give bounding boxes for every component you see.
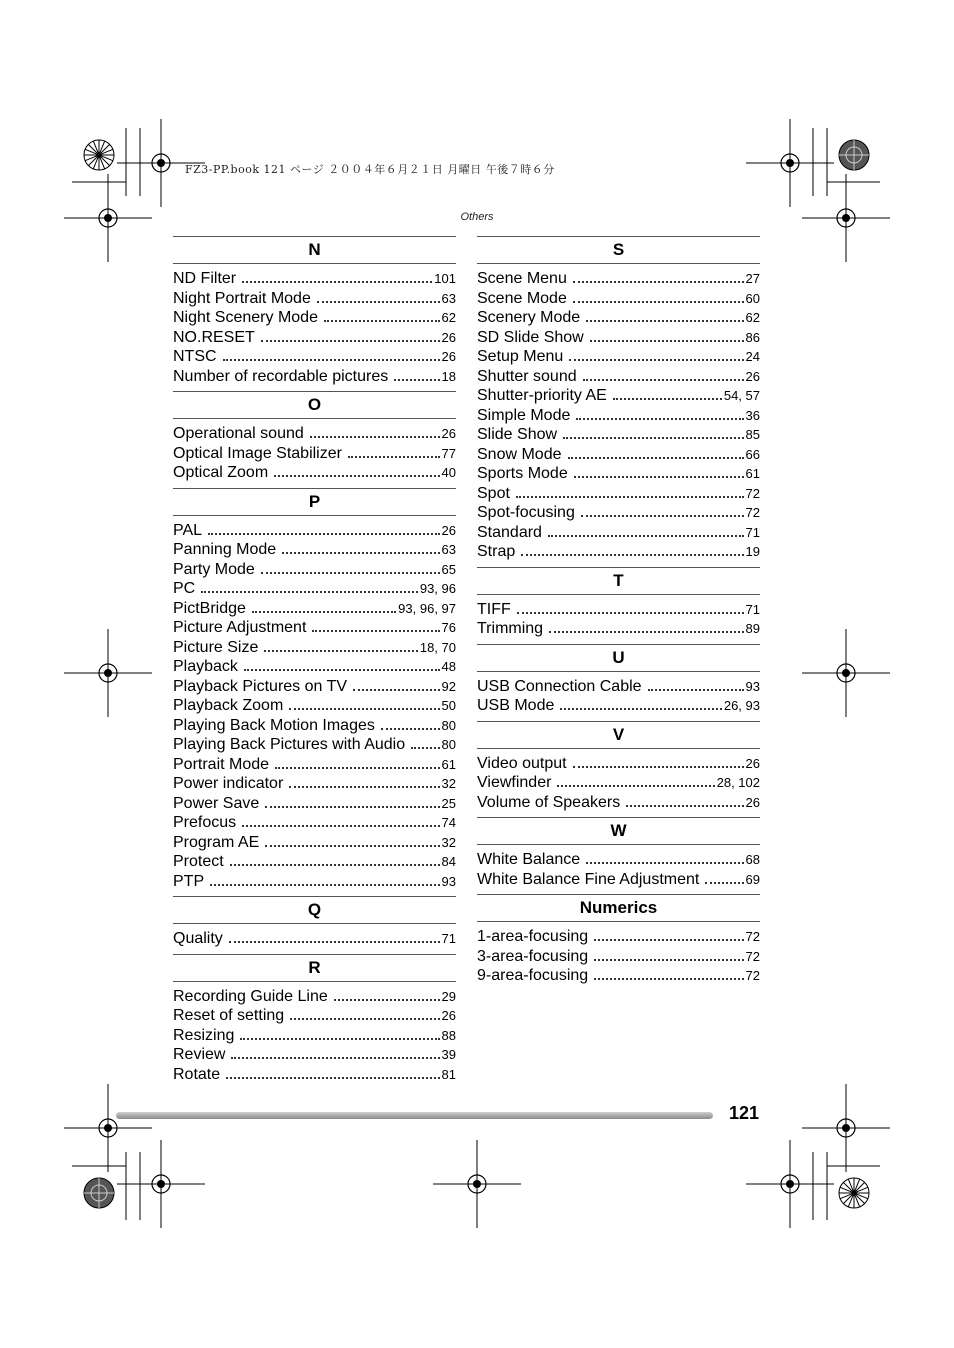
index-term: Standard: [477, 523, 542, 541]
page-reference: 25: [441, 795, 456, 811]
section-heading: Q: [173, 896, 456, 924]
page-reference: 26, 93: [723, 698, 760, 713]
index-term: Scenery Mode: [477, 309, 581, 326]
section-heading: O: [173, 391, 456, 419]
page-reference: 62: [745, 310, 760, 325]
page-reference: 86: [745, 329, 760, 345]
index-term: Scene Mode: [477, 289, 567, 307]
index-term: ND Filter: [173, 270, 237, 287]
section-label: Others: [460, 211, 494, 223]
page-reference: 92: [441, 678, 456, 694]
index-term: SD Slide Show: [477, 328, 584, 346]
index-term: 9-area-focusing: [477, 967, 589, 984]
page-reference: 26: [745, 755, 760, 771]
page-reference: 76: [441, 620, 456, 635]
index-term: NO.RESET: [173, 328, 255, 346]
index-term: Night Portrait Mode: [173, 289, 311, 307]
page-reference: 63: [441, 290, 456, 306]
page-reference: 26: [441, 426, 456, 441]
index-term: Reset of setting: [173, 1007, 285, 1024]
page-reference: 32: [441, 776, 456, 791]
index-term: 1-area-focusing: [477, 928, 589, 945]
page-reference: 32: [441, 834, 456, 850]
page-reference: 81: [441, 1066, 456, 1082]
index-term: Volume of Speakers: [477, 793, 621, 811]
page-reference: 72: [745, 485, 760, 501]
index-term: Quality: [173, 930, 223, 947]
index-term: Protect: [173, 853, 224, 870]
page-reference: 27: [745, 271, 760, 286]
index-term: Night Scenery Mode: [173, 309, 318, 326]
page-reference: 84: [441, 854, 456, 869]
index-term: Portrait Mode: [173, 755, 270, 773]
page-reference: 80: [441, 717, 456, 733]
page-reference: 24: [745, 349, 760, 364]
page-reference: 71: [745, 524, 760, 540]
page-reference: 101: [434, 271, 456, 286]
page-reference: 72: [745, 929, 760, 944]
index-term: PictBridge: [173, 599, 246, 617]
index-term: Review: [173, 1046, 226, 1063]
index-term: USB Connection Cable: [477, 677, 642, 695]
page-reference: 61: [441, 756, 456, 772]
page-reference: 68: [745, 852, 760, 867]
page-reference: 80: [441, 737, 456, 752]
index-term: Trimming: [477, 620, 544, 637]
index-term: Video output: [477, 754, 567, 772]
section-heading: P: [173, 488, 456, 516]
page-reference: 26: [441, 329, 456, 345]
index-term: Spot-focusing: [477, 504, 575, 521]
index-term: Rotate: [173, 1065, 221, 1083]
index-term: Shutter-priority AE: [477, 387, 607, 404]
index-term: Recording Guide Line: [173, 987, 328, 1005]
index-term: Optical Zoom: [173, 464, 269, 481]
page-reference: 89: [745, 621, 760, 636]
section-heading: V: [477, 721, 760, 749]
page-reference: 62: [441, 310, 456, 325]
index-term: USB Mode: [477, 697, 555, 714]
index-term: Viewfinder: [477, 774, 552, 791]
page-reference: 88: [441, 1027, 456, 1043]
page-reference: 26: [745, 368, 760, 384]
index-term: Playback: [173, 658, 238, 675]
section-heading: U: [477, 644, 760, 672]
index-term: Spot: [477, 484, 510, 502]
page-reference: 93, 96: [419, 581, 456, 596]
page-reference: 48: [441, 659, 456, 674]
page-reference: 93: [745, 678, 760, 694]
index-term: NTSC: [173, 348, 217, 365]
page-reference: 18: [441, 368, 456, 384]
page-reference: 72: [745, 505, 760, 520]
index-term: Panning Mode: [173, 541, 277, 558]
page-reference: 63: [441, 542, 456, 557]
page-reference: 26: [441, 349, 456, 364]
index-term: Sports Mode: [477, 465, 568, 482]
page-reference: 18, 70: [419, 639, 456, 655]
index-term: Party Mode: [173, 560, 255, 578]
section-heading: R: [173, 954, 456, 982]
page-reference: 26: [745, 794, 760, 810]
page-reference: 72: [745, 948, 760, 964]
index-term: TIFF: [477, 600, 511, 618]
index-term: Program AE: [173, 833, 260, 851]
section-heading: T: [477, 567, 760, 595]
page-number: 121: [729, 1103, 760, 1123]
index-term: Playing Back Motion Images: [173, 716, 375, 734]
page-reference: 60: [745, 290, 760, 306]
page-reference: 71: [441, 931, 456, 946]
page-reference: 77: [441, 445, 456, 461]
page-reference: 74: [441, 815, 456, 830]
index-term: Slide Show: [477, 426, 558, 443]
index-term: Strap: [477, 543, 516, 560]
page-reference: 66: [745, 446, 760, 462]
index-term: Prefocus: [173, 814, 237, 831]
page-reference: 54, 57: [723, 388, 760, 403]
page-reference: 93: [441, 873, 456, 889]
index-term: Playback Zoom: [173, 697, 284, 714]
page-reference: 65: [441, 561, 456, 577]
page-reference: 39: [441, 1047, 456, 1062]
page-reference: 28, 102: [716, 775, 760, 790]
page-reference: 40: [441, 465, 456, 480]
index-term: PC: [173, 580, 196, 597]
page-reference: 36: [745, 407, 760, 423]
page-reference: 26: [441, 1008, 456, 1023]
index-term: Resizing: [173, 1026, 235, 1044]
index-term: White Balance Fine Adjustment: [477, 870, 700, 888]
page-reference: 72: [745, 968, 760, 983]
index-term: Shutter sound: [477, 367, 577, 385]
page-reference: 93, 96, 97: [398, 600, 456, 616]
page-reference: 85: [745, 427, 760, 442]
index-term: Playing Back Pictures with Audio: [173, 736, 406, 753]
index-term: Operational sound: [173, 425, 304, 442]
section-heading: N: [173, 236, 456, 264]
index-term: Scene Menu: [477, 270, 567, 287]
page-reference: 26: [441, 522, 456, 538]
index-term: 3-area-focusing: [477, 947, 589, 965]
index-term: Number of recordable pictures: [173, 367, 389, 385]
index-term: Snow Mode: [477, 445, 562, 463]
index-term: Picture Size: [173, 638, 259, 656]
section-heading: S: [477, 236, 760, 264]
index-term: Picture Adjustment: [173, 619, 307, 636]
page-reference: 61: [745, 466, 760, 481]
section-heading: Numerics: [477, 894, 760, 922]
index-term: Simple Mode: [477, 406, 571, 424]
page-reference: 29: [441, 988, 456, 1004]
page-reference: 69: [745, 871, 760, 887]
index-term: Setup Menu: [477, 348, 564, 365]
print-header: FZ3-PP.book 121 ページ ２００４年６月２１日 月曜日 午後７時６分: [185, 163, 555, 176]
section-heading: W: [477, 817, 760, 845]
page-reference: 71: [745, 601, 760, 617]
index-term: PAL: [173, 521, 203, 539]
index-term: Playback Pictures on TV: [173, 677, 348, 695]
index-term: Optical Image Stabilizer: [173, 444, 342, 462]
index-term: PTP: [173, 872, 205, 890]
page-reference: 19: [745, 544, 760, 559]
index-term: Power Save: [173, 794, 260, 812]
page-reference: 50: [441, 698, 456, 713]
index-term: Power indicator: [173, 775, 284, 792]
index-term: White Balance: [477, 851, 581, 868]
